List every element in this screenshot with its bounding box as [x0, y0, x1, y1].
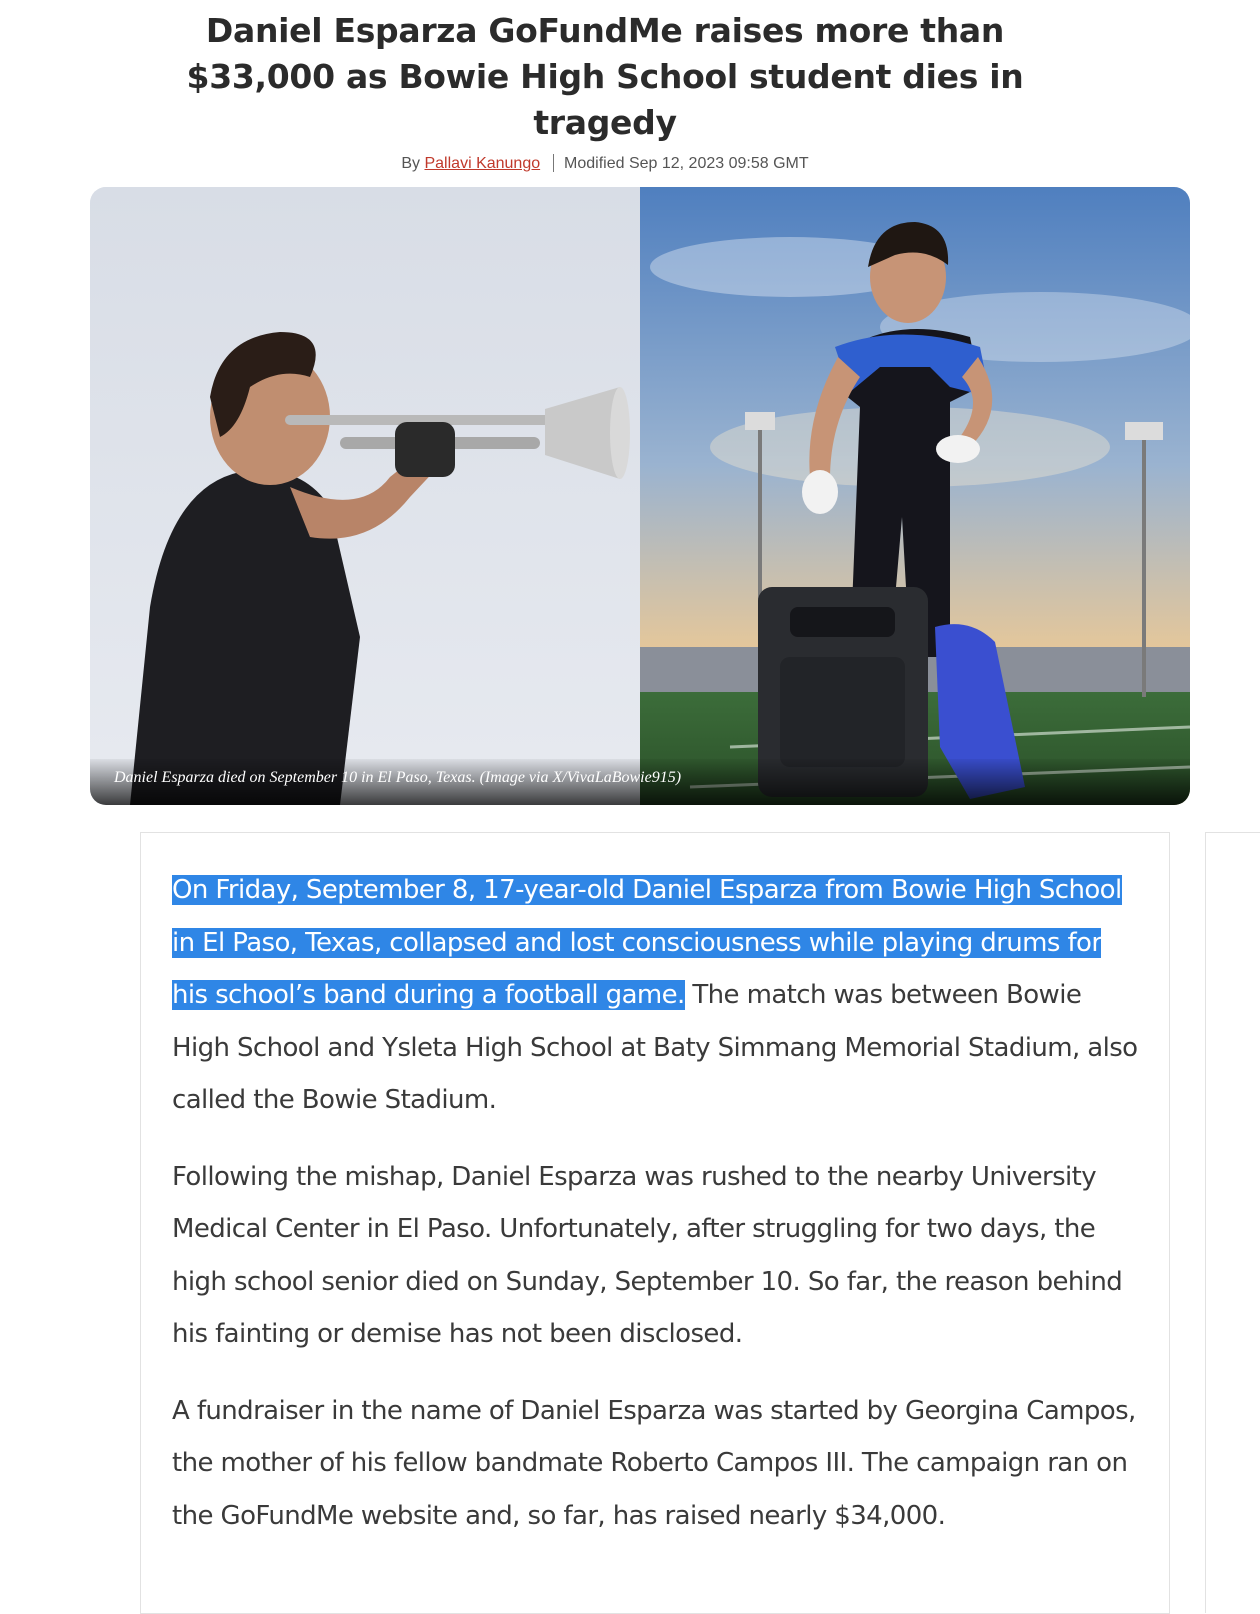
article-headline: Daniel Esparza GoFundMe raises more than $33,000 as Bowie High School student dies in tragedy — [186, 11, 1024, 142]
hero-caption: Daniel Esparza died on September 10 in El Paso, Texas. (Image via X/VivaLaBowie915) — [114, 769, 682, 786]
hero-photo-collage — [90, 187, 1190, 805]
selected-text[interactable]: On Friday, September 8, 17-year-old Daniel Esparza from Bowie High School in El Paso, Texas, collapsed and lost consciousness while playing drums for his school’s band during a football game. — [172, 875, 1122, 1010]
modified-date: Modified Sep 12, 2023 09:58 GMT — [564, 155, 809, 172]
paragraph-2: Following the mishap, Daniel Esparza was rushed to the nearby University Medical Center in El Paso. Unfortunately, after struggling for two days, the high school senior died on Sunday, September 10. So far, the reason behind his fainting or demise has not been disclosed. — [172, 1161, 1123, 1349]
article-body — [172, 864, 1142, 1566]
paragraph-1-rest: The match was between Bowie High School and Ysleta High School at Baty Simmang Memorial Stadium, also called the Bowie Stadium. — [172, 980, 1138, 1115]
author-link[interactable]: Pallavi Kanungo — [424, 155, 541, 172]
byline-divider — [553, 154, 554, 172]
paragraph-3: A fundraiser in the name of Daniel Esparza was started by Georgina Campos, the mother of his fellow bandmate Roberto Campos III. The campaign ran on the GoFundMe website and, so far, has raised nearly $34,000. — [172, 1395, 1136, 1531]
hero-caption-overlay — [90, 759, 1190, 805]
hero-image — [90, 187, 1190, 805]
paragraph-1 — [172, 864, 1142, 1127]
article-byline — [180, 153, 1030, 175]
byline-prefix: By — [401, 155, 421, 172]
sidebar-card — [1205, 832, 1260, 1613]
